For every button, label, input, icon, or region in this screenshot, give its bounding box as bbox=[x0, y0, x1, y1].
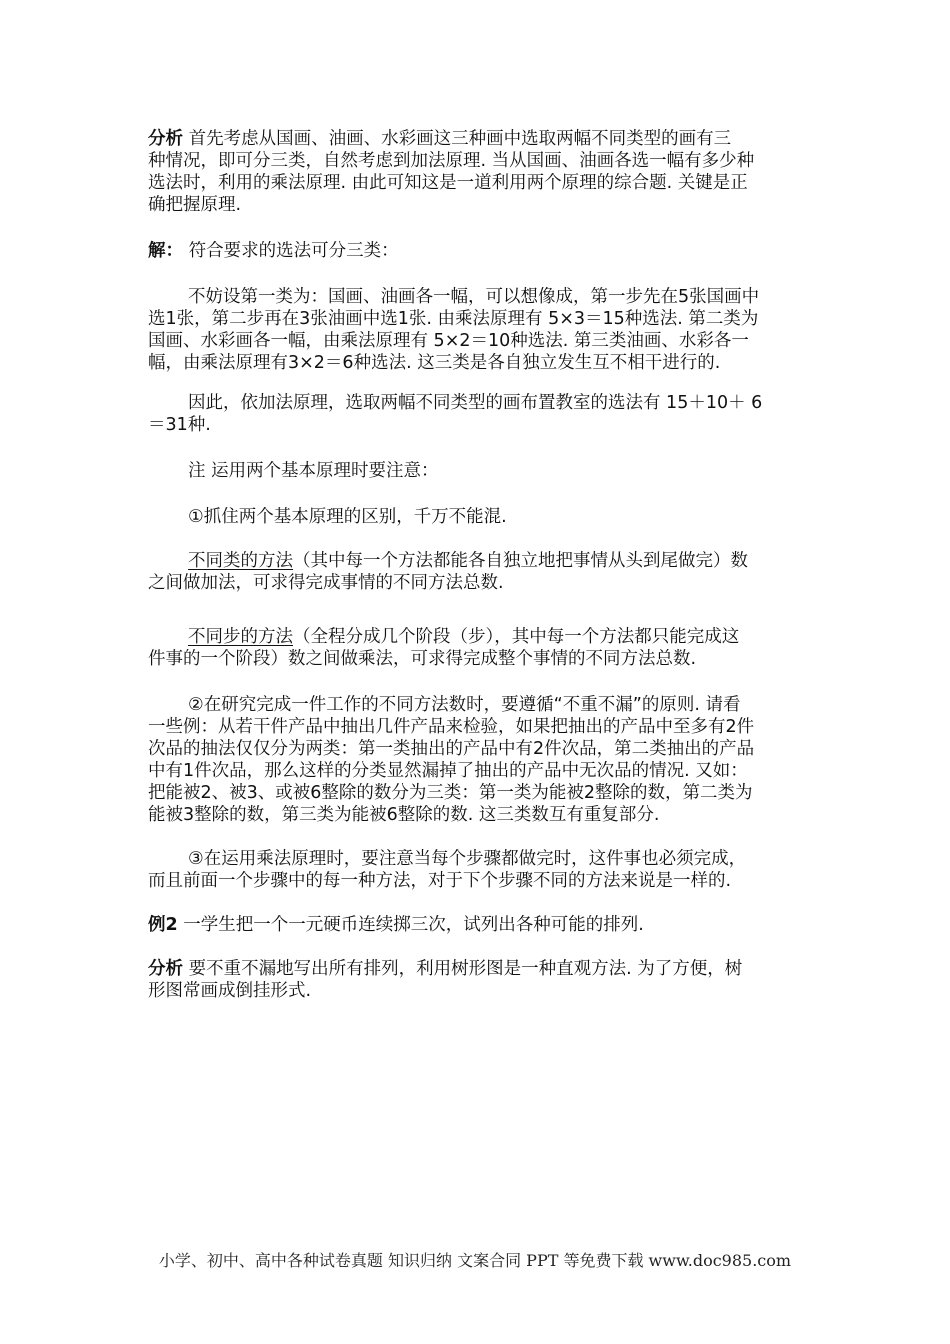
paragraph-line: 国画、水彩画各一幅，由乘法原理有 5×2＝10种选法. 第三类油画、水彩各一 bbox=[148, 331, 749, 351]
page-footer: 小学、初中、高中各种试卷真题 知识归纳 文案合同 PPT 等免费下载 www.doc985.com bbox=[158, 1251, 792, 1270]
analysis-text-line: 形图常画成倒挂形式. bbox=[148, 981, 312, 1001]
solution-label: 解： bbox=[148, 241, 183, 261]
paragraph-line: 不妨设第一类为：国画、油画各一幅，可以想像成，第一步先在5张国画中 bbox=[188, 287, 760, 307]
point-1-paragraph bbox=[148, 506, 816, 528]
note-text: 注 运用两个基本原理时要注意： bbox=[188, 461, 439, 481]
paragraph-line: ③在运用乘法原理时，要注意当每个步骤都做完时，这件事也必须完成， bbox=[188, 849, 747, 869]
analysis-text-line: 选法时，利用的乘法原理. 由此可知这是一道利用两个原理的综合题. 关键是正 bbox=[148, 173, 748, 193]
paragraph-line: （全程分成几个阶段（步），其中每一个方法都只能完成这 bbox=[293, 627, 740, 647]
analysis-label: 分析 bbox=[148, 959, 183, 979]
paragraph-line: 一些例：从若干件产品中抽出几件产品来检验，如果把抽出的产品中至多有2件 bbox=[148, 717, 755, 737]
different-step-paragraph bbox=[148, 626, 816, 670]
example-label: 例2 bbox=[148, 915, 178, 935]
paragraph-line: 而且前面一个步骤中的每一种方法，对于下个步骤不同的方法来说是一样的. bbox=[148, 871, 732, 891]
point-1-text: ①抓住两个基本原理的区别，千万不能混. bbox=[188, 507, 507, 527]
underlined-term: 不同步的方法 bbox=[188, 627, 293, 647]
paragraph-line: （其中每一个方法都能各自独立地把事情从头到尾做完）数 bbox=[293, 551, 748, 571]
point-2-paragraph bbox=[148, 694, 816, 826]
underlined-term: 不同类的方法 bbox=[188, 551, 293, 571]
paragraph-line: 因此，依加法原理，选取两幅不同类型的画布置教室的选法有 15＋10＋ 6 bbox=[188, 393, 763, 413]
therefore-paragraph bbox=[148, 392, 816, 436]
note-paragraph bbox=[148, 460, 816, 482]
analysis-paragraph-1 bbox=[148, 128, 816, 216]
analysis-text-line: 确把握原理. bbox=[148, 195, 242, 215]
different-class-paragraph bbox=[148, 550, 816, 594]
paragraph-line: 件事的一个阶段）数之间做乘法，可求得完成整个事情的不同方法总数. bbox=[148, 649, 697, 669]
analysis-label: 分析 bbox=[148, 129, 183, 149]
example-text: 一学生把一个一元硬币连续掷三次，试列出各种可能的排列. bbox=[183, 915, 644, 935]
paragraph-line: 把能被2、被3、或被6整除的数分为三类：第一类为能被2整除的数，第二类为 bbox=[148, 783, 753, 803]
paragraph-line: 能被3整除的数，第三类为能被6整除的数. 这三类数互有重复部分. bbox=[148, 805, 660, 825]
analysis-text-line: 种情况，即可分三类，自然考虑到加法原理. 当从国画、油画各选一幅有多少种 bbox=[148, 151, 755, 171]
paragraph-line: 次品的抽法仅仅分为两类：第一类抽出的产品中有2件次品，第二类抽出的产品 bbox=[148, 739, 755, 759]
first-class-paragraph bbox=[148, 286, 816, 374]
example-2-paragraph bbox=[148, 914, 816, 936]
paragraph-line: 选1张，第二步再在3张油画中选1张. 由乘法原理有 5×3＝15种选法. 第二类为 bbox=[148, 309, 759, 329]
solution-heading bbox=[148, 240, 816, 262]
solution-text: 符合要求的选法可分三类： bbox=[188, 241, 399, 261]
paragraph-line: ＝31种. bbox=[148, 415, 211, 435]
paragraph-line: ②在研究完成一件工作的不同方法数时，要遵循“不重不漏”的原则. 请看 bbox=[188, 695, 741, 715]
paragraph-line: 之间做加法，可求得完成事情的不同方法总数. bbox=[148, 573, 504, 593]
analysis-text-line: 要不重不漏地写出所有排列，利用树形图是一种直观方法. 为了方便，树 bbox=[188, 959, 743, 979]
paragraph-line: 中有1件次品，那么这样的分类显然漏掉了抽出的产品中无次品的情况. 又如： bbox=[148, 761, 748, 781]
analysis-paragraph-2 bbox=[148, 958, 816, 1002]
paragraph-line: 幅，由乘法原理有3×2＝6种选法. 这三类是各自独立发生互不相干进行的. bbox=[148, 353, 721, 373]
analysis-text-line: 首先考虑从国画、油画、水彩画这三种画中选取两幅不同类型的画有三 bbox=[188, 129, 732, 149]
point-3-paragraph bbox=[148, 848, 816, 892]
